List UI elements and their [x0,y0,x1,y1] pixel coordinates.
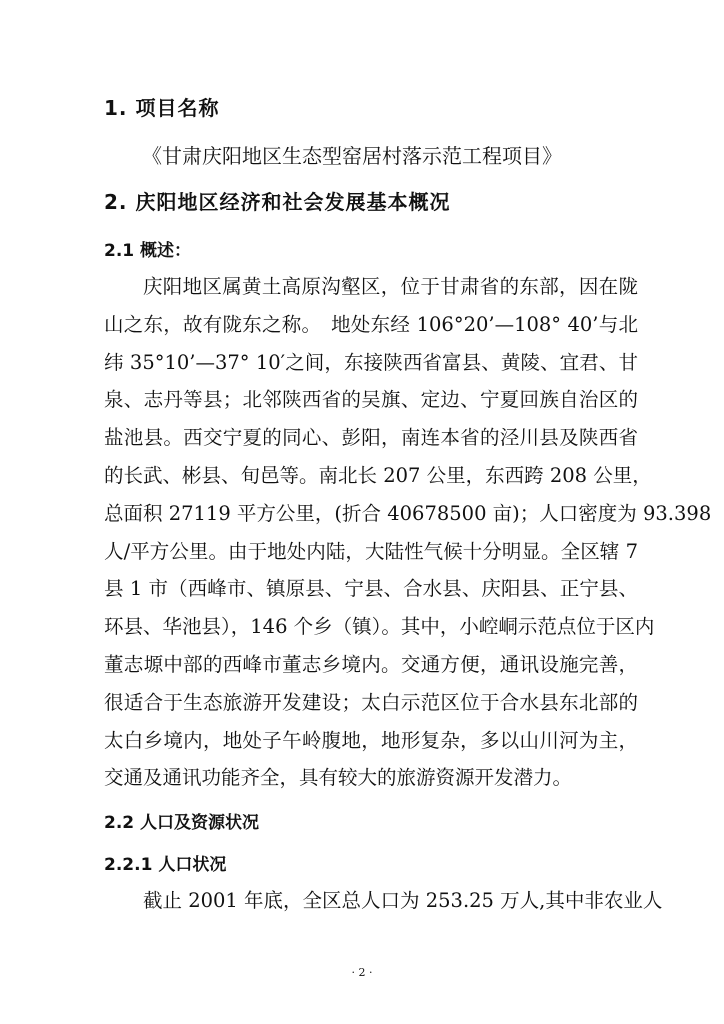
paragraph-line: 的长武、彬县、旬邑等。南北长 207 公里，东西跨 208 公里， [104,463,652,487]
project-name: 《甘肃庆阳地区生态型窑居村落示范工程项目》 [142,144,562,168]
paragraph-line: 总面积 27119 平方公里，(折合 40678500 亩)；人口密度为 93.398 [104,501,712,525]
paragraph-line: 山之东，故有陇东之称。 地处东经 106°20’—108° 40’与北 [104,312,638,336]
page-number: · 2 · [351,966,373,979]
paragraph-line: 盐池县。西交宁夏的同心、彭阳，南连本省的泾川县及陕西省 [104,426,638,450]
section-1-heading: 1. 项目名称 [104,96,220,120]
section-2-2-heading: 2.2 人口及资源状况 [104,813,260,833]
paragraph-line: 泉、志丹等县；北邻陕西省的吴旗、定边、宁夏回族自治区的 [104,388,638,412]
section-2-1-heading: 2.1 概述： [104,241,192,261]
overview-paragraph [104,268,712,797]
paragraph-line: 交通及通讯功能齐全，具有较大的旅游资源开发潜力。 [104,766,573,790]
population-paragraph [104,882,663,920]
paragraph-line: 庆阳地区属黄土高原沟壑区，位于甘肃省的东部，因在陇 [143,275,638,298]
paragraph-line: 人/平方公里。由于地处内陆，大陆性气候十分明显。全区辖 7 [104,539,638,563]
paragraph-line: 环县、华池县），146 个乡（镇）。其中，小崆峒示范点位于区内 [104,615,655,639]
paragraph-line: 截止 2001 年底，全区总人口为 253.25 万人,其中非农业人 [143,889,663,912]
paragraph-line: 太白乡境内，地处子午岭腹地，地形复杂，多以山川河为主， [104,728,638,752]
section-2-2-1-heading: 2.2.1 人口状况 [104,855,227,875]
section-2-heading: 2. 庆阳地区经济和社会发展基本概况 [104,190,451,214]
paragraph-line: 董志塬中部的西峰市董志乡境内。交通方便，通讯设施完善， [104,652,638,676]
paragraph-line: 县 1 市（西峰市、镇原县、宁县、合水县、庆阳县、正宁县、 [104,577,638,601]
paragraph-line: 很适合于生态旅游开发建设；太白示范区位于合水县东北部的 [104,690,638,714]
paragraph-line: 纬 35°10’—37° 10′之间，东接陕西省富县、黄陵、宜君、甘 [104,350,638,374]
